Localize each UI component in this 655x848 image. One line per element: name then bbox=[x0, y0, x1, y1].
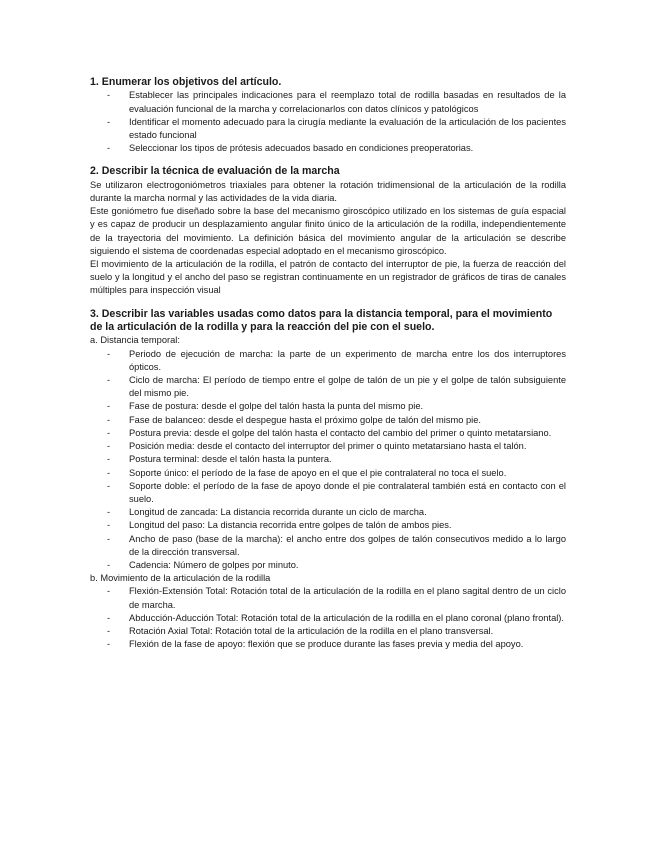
document-page bbox=[90, 76, 566, 661]
section-2-heading: 2. Describir la técnica de evaluación de la marcha bbox=[90, 165, 340, 178]
list-item: - Fase de postura: desde el golpe del talón hasta la punta del mismo pie. bbox=[90, 400, 566, 413]
list-item: - Establecer las principales indicaciones para el reemplazo total de rodilla basadas en resultados de la evaluación funcional de la marcha y correlacionarlos con datos clínicos y patológicos bbox=[90, 89, 566, 115]
section-3-heading: 3. Describir las variables usadas como datos para la distancia temporal, para el movimiento de la articulación de la rodilla y para la reacción del pie con el suelo. bbox=[90, 307, 553, 334]
paragraph: Se utilizaron electrogoniómetros triaxiales para obtener la rotación tridimensional de la articulación de la rodilla durante la marcha normal y las actividades de la vida diaria. bbox=[90, 179, 566, 204]
paragraph: El movimiento de la articulación de la rodilla, el patrón de contacto del interruptor de pie, la fuerza de reacción del suelo y la longitud y el ancho del paso se registran continuamente en un registrador de gráficos de tiras de canales múltiples para inspección visual bbox=[90, 259, 566, 296]
subsection-b-label: b. Movimiento de la articulación de la rodilla bbox=[90, 573, 271, 584]
list-item: - Periodo de ejecución de marcha: la parte de un experimento de marcha entre los dos interruptores ópticos. bbox=[90, 348, 566, 374]
list-item: - Postura terminal: desde el talón hasta la puntera. bbox=[90, 453, 566, 466]
temporal-distance-list bbox=[90, 348, 566, 572]
paragraph: Este goniómetro fue diseñado sobre la base del mecanismo giroscópico utilizado en los sistemas de guía espacial y es capaz de producir un desplazamiento angular finito único de la articulación de la rodilla, independientemente de la trayectoria del movimiento. La definición básica del movimiento angular de la articulación se describe siguiendo el sistema de coordenadas especial adoptado en el mecanismo giroscópico. bbox=[90, 206, 566, 256]
list-item: - Soporte doble: el período de la fase de apoyo donde el pie contralateral también está en contacto con el suelo. bbox=[90, 480, 566, 506]
list-item: - Posición media: desde el contacto del interruptor del primer o quinto metatarsiano hasta el talón. bbox=[90, 440, 566, 453]
list-item: - Longitud de zancada: La distancia recorrida durante un ciclo de marcha. bbox=[90, 506, 566, 519]
list-item: - Cadencia: Número de golpes por minuto. bbox=[90, 559, 566, 572]
list-item: - Ciclo de marcha: El período de tiempo entre el golpe de talón de un pie y el golpe de talón subsiguiente del mismo pie. bbox=[90, 374, 566, 400]
list-item: - Seleccionar los tipos de prótesis adecuados basado en condiciones preoperatorias. bbox=[90, 142, 566, 155]
list-item: - Postura previa: desde el golpe del talón hasta el contacto del cambio del primer o quinto metatarsiano. bbox=[90, 427, 566, 440]
list-item: - Longitud del paso: La distancia recorrida entre golpes de talón de ambos pies. bbox=[90, 519, 566, 532]
list-item: - Rotación Axial Total: Rotación total de la articulación de la rodilla en el plano transversal. bbox=[90, 625, 566, 638]
section-1-heading: 1. Enumerar los objetivos del artículo. bbox=[90, 76, 282, 88]
list-item: - Fase de balanceo: desde el despegue hasta el próximo golpe de talón del mismo pie. bbox=[90, 414, 566, 427]
list-item: - Abducción-Aducción Total: Rotación total de la articulación de la rodilla en el plano coronal (plano frontal). bbox=[90, 612, 566, 625]
section-gait-technique bbox=[90, 165, 566, 297]
list-item: - Flexión-Extensión Total: Rotación total de la articulación de la rodilla en el plano sagital dentro de un ciclo de marcha. bbox=[90, 585, 566, 611]
knee-motion-list bbox=[90, 585, 566, 651]
subsection-a-label: a. Distancia temporal: bbox=[90, 335, 180, 346]
list-item: - Identificar el momento adecuado para la cirugía mediante la evaluación de la articulación de los pacientes estado funcional bbox=[90, 116, 566, 142]
section-objectives bbox=[90, 76, 566, 155]
list-item: - Ancho de paso (base de la marcha): el ancho entre dos golpes de talón consecutivos medido a lo largo de la dirección transversal. bbox=[90, 533, 566, 559]
list-item: - Flexión de la fase de apoyo: flexión que se produce durante las fases previa y media del apoyo. bbox=[90, 638, 566, 651]
objectives-list bbox=[90, 89, 566, 155]
section-variables bbox=[90, 308, 566, 652]
list-item: - Soporte único: el período de la fase de apoyo en el que el pie contralateral no toca el suelo. bbox=[90, 467, 566, 480]
